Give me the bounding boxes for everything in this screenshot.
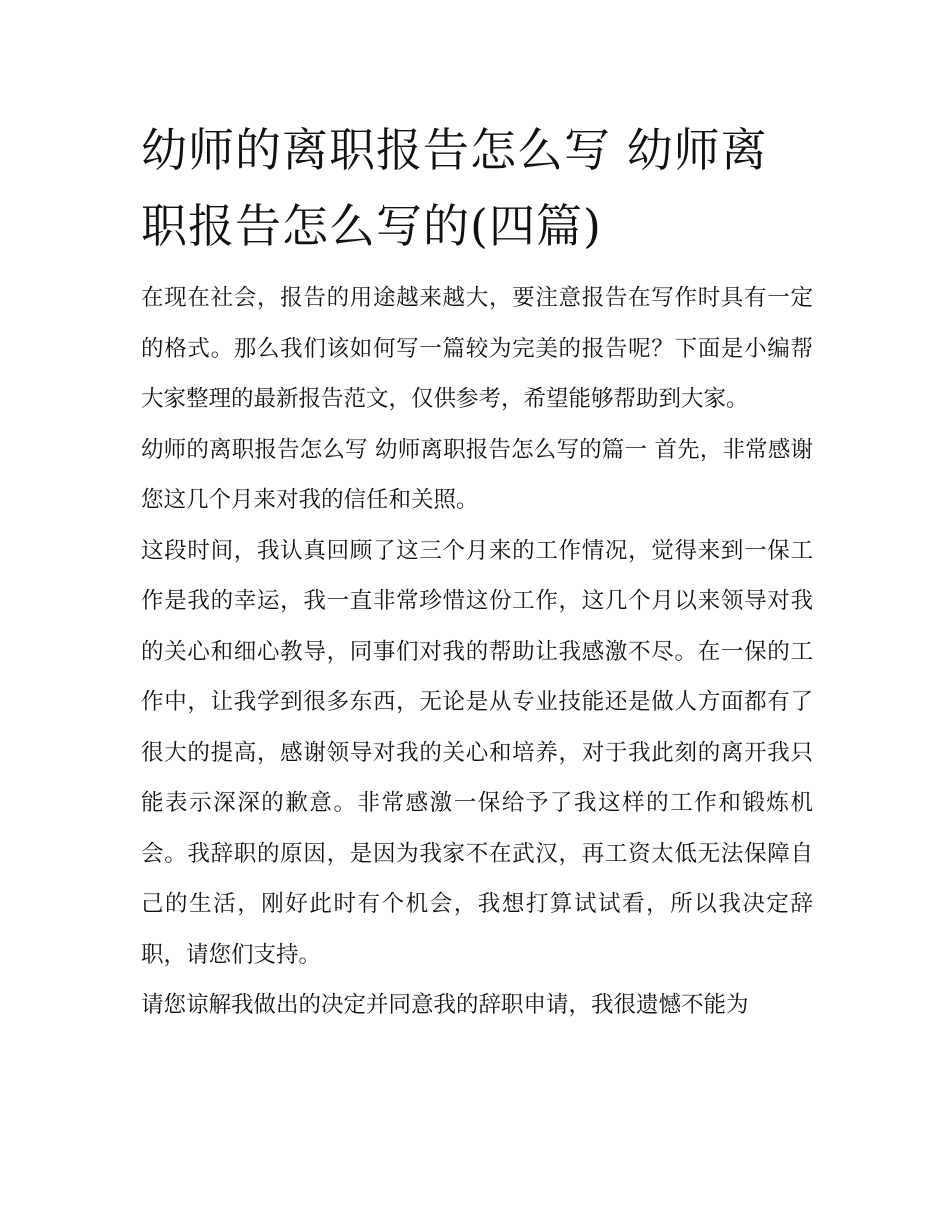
paragraph-section-one-opening: 幼师的离职报告怎么写 幼师离职报告怎么写的篇一 首先，非常感谢您这几个月来对我的信任和关照。 (141, 436, 813, 513)
document-title: 幼师的离职报告怎么写 幼师离职报告怎么写的(四篇) (141, 123, 768, 253)
paragraph-work-review: 这段时间，我认真回顾了这三个月来的工作情况，觉得来到一保工作是我的幸运，我一直非常珍惜这份工作，这几个月以来领导对我的关心和细心教导，同事们对我的帮助让我感激不尽。在一保的工作中，让我学到很多东西，无论是从专业技能还是做人方面都有了很大的提高，感谢领导对我的关心和培养，对于我此刻的离开我只能表示深深的歉意。非常感激一保给予了我这样的工作和锻炼机会。我辞职的原因，是因为我家不在武汉，再工资太低无法保障自己的生活，刚好此时有个机会，我想打算试试看，所以我决定辞职，请您们支持。 (141, 537, 813, 968)
paragraph-resignation-request: 请您谅解我做出的决定并同意我的辞职申请，我很遗憾不能为 (141, 992, 749, 1018)
paragraph-intro: 在现在社会，报告的用途越来越大，要注意报告在写作时具有一定的格式。那么我们该如何写一篇较为完美的报告呢？下面是小编帮大家整理的最新报告范文，仅供参考，希望能够帮助到大家。 (141, 285, 813, 412)
document-page (141, 112, 813, 1031)
